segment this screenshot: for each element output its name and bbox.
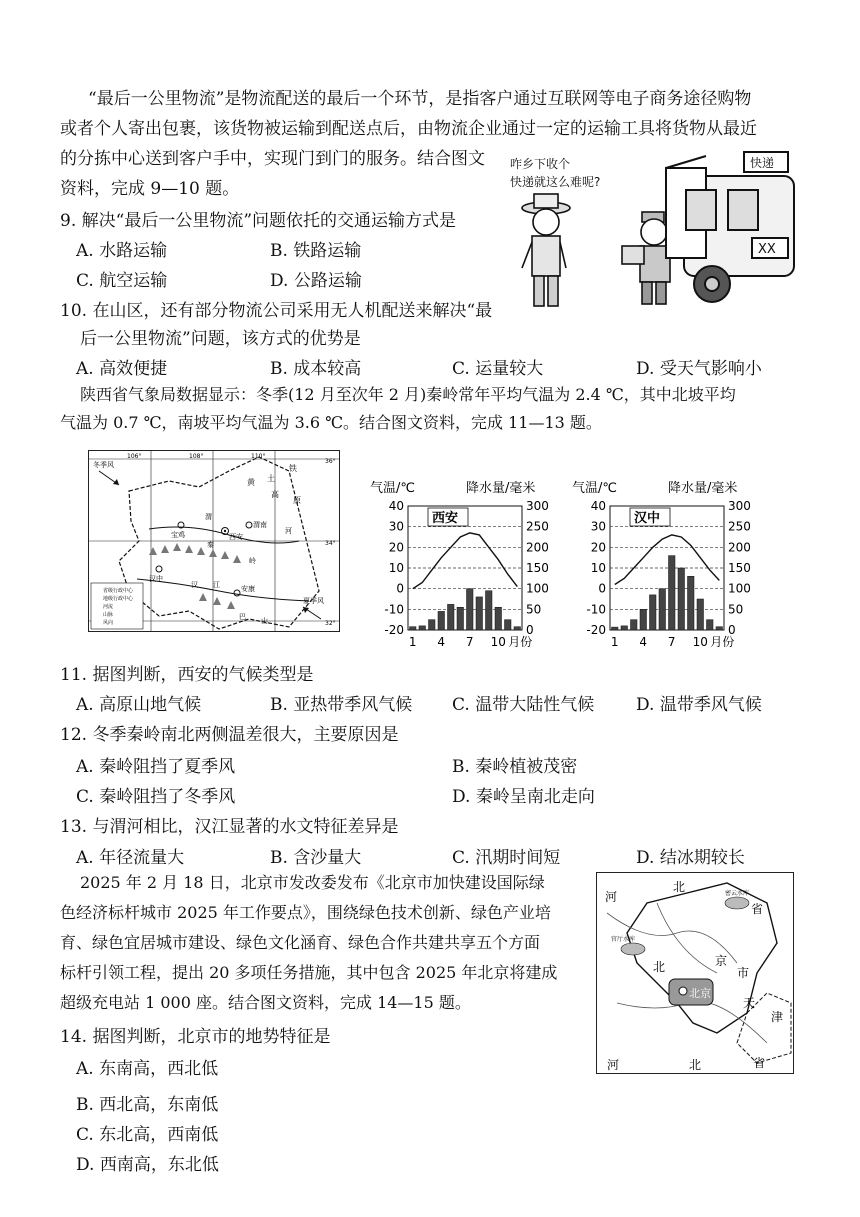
- left-tick-label: -20: [586, 623, 606, 637]
- precipitation-bar: [495, 607, 502, 630]
- lon-label-108: 108°: [189, 453, 204, 460]
- bj-label-sheng-top: 省: [751, 902, 764, 916]
- precipitation-bar: [505, 620, 512, 630]
- left-tick-label: 30: [590, 519, 606, 534]
- right-tick-label: 200: [526, 540, 549, 555]
- speech-line2: 快递就这么难呢?: [510, 175, 601, 189]
- precipitation-bar: [514, 627, 521, 630]
- bj-label-miyun: 密云水库: [725, 890, 750, 897]
- q12-option-b[interactable]: B. 秦岭植被茂密: [452, 757, 578, 777]
- legend-provincial-capital: 省级行政中心: [103, 588, 134, 594]
- precipitation-bar: [419, 626, 426, 630]
- q14-option-a[interactable]: A. 东南高，西北低: [76, 1059, 219, 1079]
- map-label-tu: 土: [267, 474, 275, 483]
- map-label-ankang: 安康: [241, 585, 255, 593]
- left-tick-label: 0: [396, 581, 404, 596]
- left-axis-label: 气温/℃: [572, 481, 617, 496]
- intro3-line4: 标杆引领工程，提出 20 多项任务措施，其中包含 2025 年北京将建成: [60, 963, 558, 982]
- temperature-line: [413, 533, 518, 589]
- xian-climate-chart: [370, 476, 570, 654]
- legend-prefecture-center: 地级行政中心: [103, 596, 134, 602]
- q13-option-d[interactable]: D. 结冰期较长: [636, 848, 745, 868]
- intro2-line1: 陕西省气象局数据显示：冬季(12 月至次年 2 月)秦岭常年平均气温为 2.4 ℃，其中北坡平均: [80, 385, 736, 404]
- x-axis-suffix: 月份: [710, 635, 735, 649]
- x-tick-label: 4: [639, 635, 648, 649]
- q9-option-b[interactable]: B. 铁路运输: [270, 241, 362, 261]
- legend-river: 河流: [103, 604, 114, 610]
- intro3-line2: 色经济标杆城市 2025 年工作要点》，围绕绿色技术创新、绿色产业培: [60, 903, 551, 922]
- right-tick-label: 300: [526, 499, 549, 513]
- left-tick-label: 10: [388, 561, 404, 575]
- chart-title: 汉中: [634, 511, 661, 526]
- q9-option-d[interactable]: D. 公路运输: [270, 271, 362, 291]
- left-tick-label: 10: [590, 561, 606, 575]
- right-tick-label: 150: [728, 561, 751, 575]
- left-tick-label: 20: [590, 540, 606, 555]
- left-tick-label: -10: [384, 602, 404, 617]
- map-label-shan: 山: [261, 617, 268, 625]
- delivery-cartoon: [506, 150, 796, 318]
- intro3-line5: 超级充电站 1 000 座。结合图文资料，完成 14—15 题。: [60, 993, 471, 1012]
- q14-stem: 14. 据图判断，北京市的地势特征是: [60, 1027, 331, 1047]
- bj-label-jing: 京: [715, 954, 728, 968]
- map-label-tie: 铁: [289, 464, 297, 473]
- q14-option-b[interactable]: B. 西北高，东南低: [76, 1095, 219, 1115]
- map-label-jiang: 江: [213, 581, 220, 589]
- q12-option-c[interactable]: C. 秦岭阻挡了冬季风: [76, 787, 236, 807]
- courier-figure: [622, 212, 670, 304]
- right-tick-label: 50: [526, 602, 542, 617]
- precipitation-bar: [650, 595, 657, 630]
- x-tick-label: 10: [490, 635, 506, 649]
- left-tick-label: 40: [388, 499, 404, 513]
- intro1-line2: 或者个人寄出包裹，该货物被运输到配送点后，由物流企业通过一定的运输工具将货物从最近: [60, 119, 757, 139]
- legend-mountain: 山脉: [103, 612, 114, 618]
- map-label-xian: 西安: [229, 533, 243, 541]
- q9-option-a[interactable]: A. 水路运输: [76, 241, 168, 261]
- right-tick-label: 250: [526, 519, 549, 534]
- bj-label-jin: 津: [771, 1010, 784, 1024]
- x-tick-label: 7: [667, 635, 676, 649]
- bj-label-bei-bottom: 北: [689, 1058, 702, 1072]
- truck-sign: 快递: [750, 156, 775, 170]
- precipitation-bar: [631, 620, 638, 630]
- bj-label-bei-top: 北: [673, 880, 686, 894]
- precipitation-bar: [612, 627, 619, 630]
- precipitation-bar: [707, 620, 714, 630]
- precipitation-bar: [716, 627, 723, 630]
- precipitation-bar: [621, 626, 628, 630]
- q10-option-d[interactable]: D. 受天气影响小: [636, 359, 762, 379]
- lat-label-34: 34°: [325, 540, 336, 547]
- precipitation-bar: [429, 620, 436, 630]
- left-tick-label: -20: [384, 623, 404, 637]
- precipitation-bar: [448, 604, 455, 630]
- x-axis-suffix: 月份: [508, 635, 533, 649]
- intro1-line1: “最后一公里物流”是物流配送的最后一个环节，是指客户通过互联网等电子商务途径购物: [88, 89, 752, 109]
- intro1-line4: 资料，完成 9—10 题。: [60, 179, 240, 199]
- lon-label-106: 106°: [127, 453, 142, 460]
- q14-option-c[interactable]: C. 东北高，西南低: [76, 1125, 219, 1145]
- delivery-truck: [666, 152, 794, 302]
- hanzhong-climate-chart: [572, 476, 772, 654]
- left-tick-label: 20: [388, 540, 404, 555]
- precipitation-bar: [410, 627, 417, 630]
- x-tick-label: 10: [692, 635, 708, 649]
- precipitation-bar: [688, 576, 695, 630]
- map-label-hanzhong: 汉中: [149, 575, 163, 583]
- map-label-wei: 渭: [205, 513, 212, 521]
- q10-option-a[interactable]: A. 高效便捷: [76, 359, 168, 379]
- intro3-line1: 2025 年 2 月 18 日，北京市发改委发布《北京市加快建设国际绿: [80, 873, 545, 892]
- x-tick-label: 7: [465, 635, 474, 649]
- lat-label-32: 32°: [325, 620, 336, 627]
- precipitation-bar: [678, 568, 685, 630]
- q9-stem: 9. 解决“最后一公里物流”问题依托的交通运输方式是: [60, 211, 457, 231]
- shaanxi-map: [88, 450, 340, 632]
- bj-label-shi: 市: [737, 966, 750, 980]
- q11-option-d[interactable]: D. 温带季风气候: [636, 695, 762, 715]
- legend-wind: 风向: [103, 620, 114, 626]
- map-label-han: 汉: [191, 581, 198, 589]
- left-tick-label: 40: [590, 499, 606, 513]
- bj-label-tian: 天: [743, 996, 756, 1010]
- chart-title: 西安: [432, 511, 459, 526]
- map-label-gao: 高: [271, 490, 279, 499]
- q13-stem: 13. 与渭河相比，汉江显著的水文特征差异是: [60, 817, 399, 837]
- precipitation-bar: [697, 599, 704, 630]
- map-label-qin: 秦: [207, 541, 214, 549]
- right-tick-label: 100: [728, 581, 751, 596]
- precipitation-bar: [640, 609, 647, 630]
- bj-label-he-top: 河: [605, 890, 618, 904]
- right-tick-label: 200: [728, 540, 751, 555]
- precipitation-bar: [669, 556, 676, 630]
- bj-label-guanting: 官厅水库: [611, 936, 636, 943]
- precipitation-bar: [659, 589, 666, 630]
- map-label-he: 河: [285, 527, 292, 535]
- left-axis-label: 气温/℃: [370, 481, 415, 496]
- map-label-yuan: 原: [293, 496, 301, 505]
- lat-label-36: 36°: [325, 458, 336, 465]
- map-label-ba: 巴: [239, 613, 246, 621]
- q12-stem: 12. 冬季秦岭南北两侧温差很大，主要原因是: [60, 725, 399, 745]
- left-tick-label: 0: [598, 581, 606, 596]
- map-label-huang: 黄: [247, 478, 255, 487]
- q11-stem: 11. 据图判断，西安的气候类型是: [60, 665, 314, 685]
- right-axis-label: 降水量/毫米: [466, 481, 536, 496]
- map-label-baoji: 宝鸡: [171, 531, 185, 539]
- truck-plate: XX: [758, 242, 776, 257]
- right-axis-label: 降水量/毫米: [668, 481, 738, 496]
- q11-option-a[interactable]: A. 高原山地气候: [76, 695, 202, 715]
- q10-option-c[interactable]: C. 运量较大: [452, 359, 544, 379]
- beijing-map: [596, 872, 794, 1074]
- right-tick-label: 100: [526, 581, 549, 596]
- q11-option-c[interactable]: C. 温带大陆性气候: [452, 695, 595, 715]
- x-tick-label: 4: [437, 635, 446, 649]
- left-tick-label: 30: [388, 519, 404, 534]
- q10-stem-line2: 后一公里物流”问题，该方式的优势是: [80, 329, 361, 349]
- map-label-ling: 岭: [249, 557, 256, 565]
- precipitation-bar: [486, 591, 493, 630]
- precipitation-bar: [438, 611, 445, 630]
- precipitation-bar: [476, 597, 483, 630]
- q13-option-a[interactable]: A. 年径流量大: [76, 848, 185, 868]
- right-tick-label: 0: [728, 623, 736, 637]
- lon-label-110: 110°: [251, 453, 266, 460]
- x-tick-label: 1: [408, 635, 417, 649]
- bj-label-he-bottom: 河: [607, 1058, 620, 1072]
- q10-option-b[interactable]: B. 成本较高: [270, 359, 362, 379]
- precipitation-bar: [457, 607, 464, 630]
- intro2-line2: 气温为 0.7 ℃，南坡平均气温为 3.6 ℃。结合图文资料，完成 11—13 题。: [60, 413, 602, 432]
- left-tick-label: -10: [586, 602, 606, 617]
- map-label-winter-monsoon: 冬季风: [93, 461, 114, 469]
- q12-option-a[interactable]: A. 秦岭阻挡了夏季风: [76, 757, 236, 777]
- q13-option-c[interactable]: C. 汛期时间短: [452, 848, 561, 868]
- right-tick-label: 0: [526, 623, 534, 637]
- villager-figure: [522, 194, 570, 306]
- right-tick-label: 50: [728, 602, 744, 617]
- map-label-summer-monsoon: 夏季风: [303, 597, 324, 605]
- q12-option-d[interactable]: D. 秦岭呈南北走向: [452, 787, 595, 807]
- right-tick-label: 150: [526, 561, 549, 575]
- q9-option-c[interactable]: C. 航空运输: [76, 271, 168, 291]
- q11-option-b[interactable]: B. 亚热带季风气候: [270, 695, 413, 715]
- bj-label-bei: 北: [653, 960, 666, 974]
- precipitation-bar: [467, 589, 474, 630]
- intro1-line3: 的分拣中心送到客户手中，实现门到门的服务。结合图文: [60, 149, 485, 169]
- map-label-weinan: 渭南: [253, 521, 267, 529]
- q10-stem-line1: 10. 在山区，还有部分物流公司采用无人机配送来解决“最: [60, 301, 493, 321]
- intro3-line3: 育、绿色宜居城市建设、绿色文化涵育、绿色合作共建共享五个方面: [60, 933, 541, 952]
- speech-line1: 咋乡下收个: [510, 157, 571, 171]
- q13-option-b[interactable]: B. 含沙量大: [270, 848, 362, 868]
- x-tick-label: 1: [610, 635, 619, 649]
- q14-option-d[interactable]: D. 西南高，东北低: [76, 1155, 219, 1175]
- right-tick-label: 250: [728, 519, 751, 534]
- bj-label-beijing-city: 北京: [689, 987, 711, 1000]
- temperature-line: [615, 535, 720, 585]
- right-tick-label: 300: [728, 499, 751, 513]
- bj-label-sheng-bottom: 省: [753, 1056, 766, 1070]
